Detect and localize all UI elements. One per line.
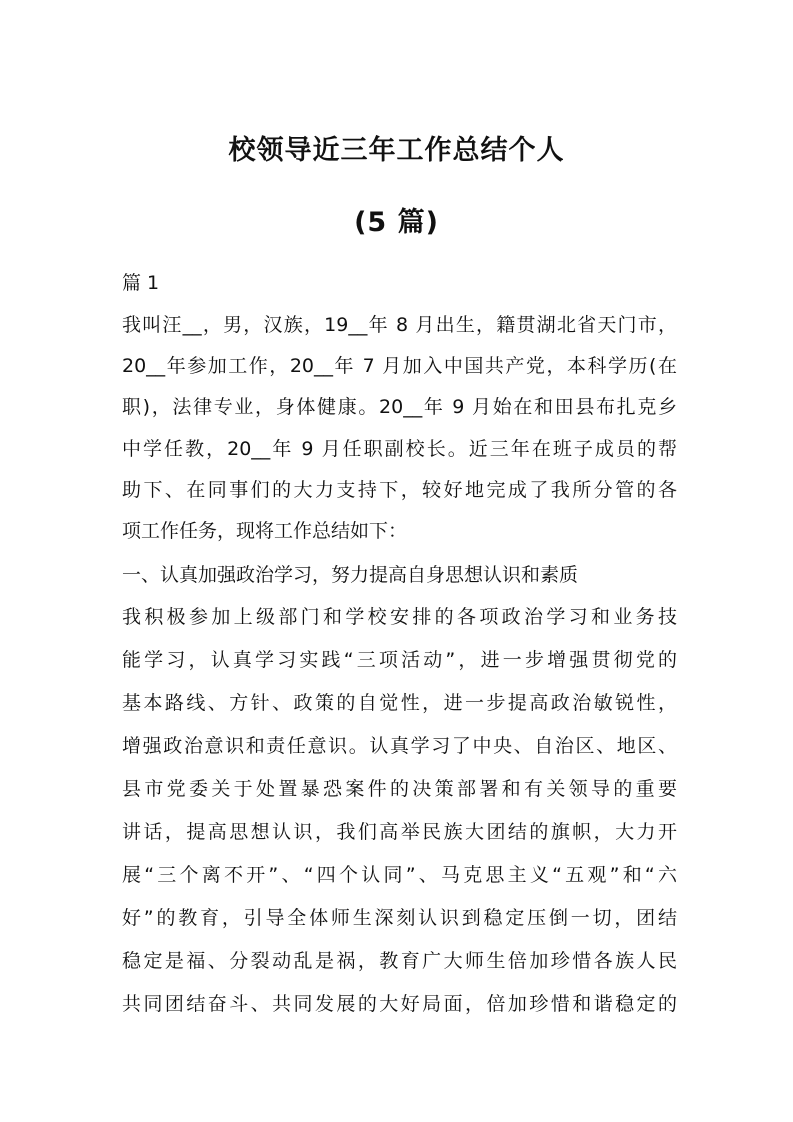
section-heading: 一、认真加强政治学习，努力提高自身思想认识和素质 bbox=[122, 564, 579, 586]
document-title-count: (5 篇) bbox=[354, 207, 439, 238]
paragraph-line: 县市党委关于处置暴恐案件的决策部署和有关领导的重要 bbox=[122, 778, 677, 800]
paragraph-line: 展“三个离不开”、“四个认同”、马克思主义“五观”和“六 bbox=[122, 864, 677, 886]
paragraph-line: 稳定是福、分裂动乱是祸，教育广大师生倍加珍惜各族人民 bbox=[122, 950, 677, 972]
paragraph-line: 好”的教育，引导全体师生深刻认识到稳定压倒一切，团结 bbox=[122, 907, 677, 929]
paragraph-line: 助下、在同事们的大力支持下，较好地完成了我所分管的各 bbox=[122, 479, 677, 501]
paragraph-line: 中学任教，20__年 9 月任职副校长。近三年在班子成员的帮 bbox=[122, 438, 677, 460]
paragraph-line: 能学习，认真学习实践“三项活动”，进一步增强贯彻党的 bbox=[122, 649, 677, 671]
paragraph-line: 项工作任务，现将工作总结如下： bbox=[122, 520, 408, 542]
document-title: 校领导近三年工作总结个人 bbox=[228, 135, 565, 166]
paragraph-line: 20__年参加工作，20__年 7 月加入中国共产党，本科学历(在 bbox=[122, 355, 677, 377]
paragraph-line: 增强政治意识和责任意识。认真学习了中央、自治区、地区、 bbox=[122, 735, 677, 757]
paragraph-line: 我叫汪__，男，汉族，19__年 8 月出生，籍贯湖北省天门市， bbox=[122, 314, 677, 336]
paragraph-line: 我积极参加上级部门和学校安排的各项政治学习和业务技 bbox=[122, 606, 677, 628]
section-label: 篇 1 bbox=[122, 272, 160, 294]
paragraph-line: 共同团结奋斗、共同发展的大好局面，倍加珍惜和谐稳定的 bbox=[122, 993, 677, 1015]
paragraph-line: 职)，法律专业，身体健康。20__年 9 月始在和田县布扎克乡 bbox=[122, 396, 677, 418]
paragraph-line: 讲话，提高思想认识，我们高举民族大团结的旗帜，大力开 bbox=[122, 821, 677, 843]
paragraph-line: 基本路线、方针、政策的自觉性，进一步提高政治敏锐性， bbox=[122, 692, 677, 714]
